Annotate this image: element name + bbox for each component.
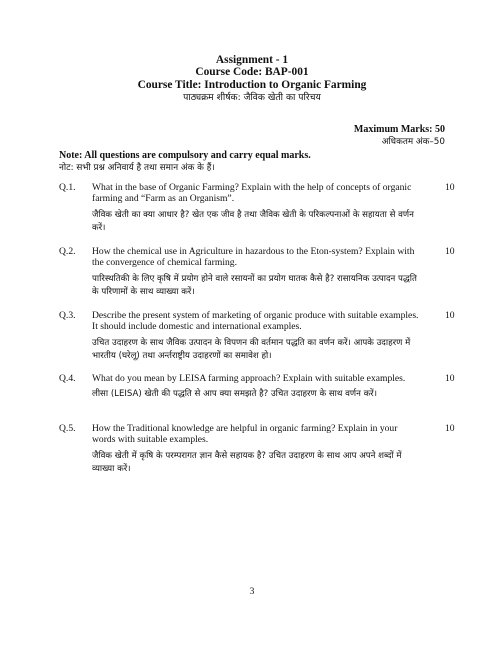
question-2 <box>59 246 453 299</box>
note-hi: नोट: सभी प्रश्न अनिवार्य है तथा समान अंक के हैं। <box>59 163 215 173</box>
maximum-marks <box>354 124 445 148</box>
page-number: 3 <box>249 586 255 597</box>
question-number: Q.4. <box>59 373 76 384</box>
question-5 <box>59 423 453 476</box>
question-marks: 10 <box>445 423 455 434</box>
question-marks: 10 <box>445 310 455 321</box>
question-number: Q.3. <box>59 310 76 321</box>
question-marks: 10 <box>445 182 455 193</box>
question-text-hi: लीसा (LEISA) खेती की पद्धति से आप क्या समझते है? उचित उदाहरण के साथ वर्णन करें। <box>92 389 377 400</box>
question-1 <box>59 182 453 235</box>
question-marks: 10 <box>445 373 455 384</box>
question-text-hi: जैविक खेती का क्या आधार है? खेत एक जीव है तथा जैविक खेती के परिकल्पनाओं के सहायता से वर्णन करें। <box>92 209 414 233</box>
question-3 <box>59 310 453 363</box>
note-en: Note: All questions are compulsory and carry equal marks. <box>59 150 311 161</box>
assignment-header <box>0 54 504 104</box>
question-4 <box>59 373 453 401</box>
course-title: Course Title: Introduction to Organic Farming <box>137 78 367 91</box>
question-text-hi: उचित उदाहरण के साथ जैविक उत्पादन के विपणन की वर्तमान पद्धति का वर्णन करें। आपके उदाहरण में भारतीय (घरेलू) तथा अर्न्तराष्ट्रीय उदाहरणों का समावेश हो। <box>92 337 411 361</box>
question-text-hi: जैविक खेती में कृषि के परम्परागत ज्ञान कैसे सहायक है? उचित उदाहरण के साथ आप अपने शब्दों में व्याख्या करें। <box>92 450 402 474</box>
question-text-en: What do you mean by LEISA farming approach? Explain with suitable examples. <box>92 373 406 384</box>
question-text-en: Describe the present system of marketing of organic produce with suitable examples. It should include domestic and international examples. <box>92 310 419 333</box>
question-number: Q.1. <box>59 182 76 193</box>
assignment-title: Assignment - 1 <box>215 54 289 66</box>
question-marks: 10 <box>445 246 455 257</box>
instructions-note <box>59 150 459 174</box>
maximum-marks-hi: अधिकतम अंक–50 <box>381 137 445 147</box>
course-title-hindi: पाठ्यक्रम शीर्षक: जैविक खेती का परिचय <box>183 92 321 104</box>
question-text-en: How the chemical use in Agriculture in hazardous to the Eton-system? Explain with the convergence of chemical farming. <box>92 246 415 269</box>
course-code: Course Code: BAP-001 <box>195 66 309 79</box>
question-text-hi: पारिस्थतिकी के लिए कृषि में प्रयोग होने वाले रसायनों का प्रयोग घातक कैसे है? रासायनिक उत्पादन पद्धति के परिणामों के साथ व्याख्या करें। <box>92 273 417 297</box>
question-text-en: How the Traditional knowledge are helpful in organic farming? Explain in your words with suitable examples. <box>92 423 398 446</box>
question-number: Q.2. <box>59 246 76 257</box>
question-text-en: What in the base of Organic Farming? Explain with the help of concepts of organic farming and “Farm as an Organism”. <box>92 182 412 205</box>
question-number: Q.5. <box>59 423 76 434</box>
maximum-marks-en: Maximum Marks: 50 <box>353 124 445 135</box>
